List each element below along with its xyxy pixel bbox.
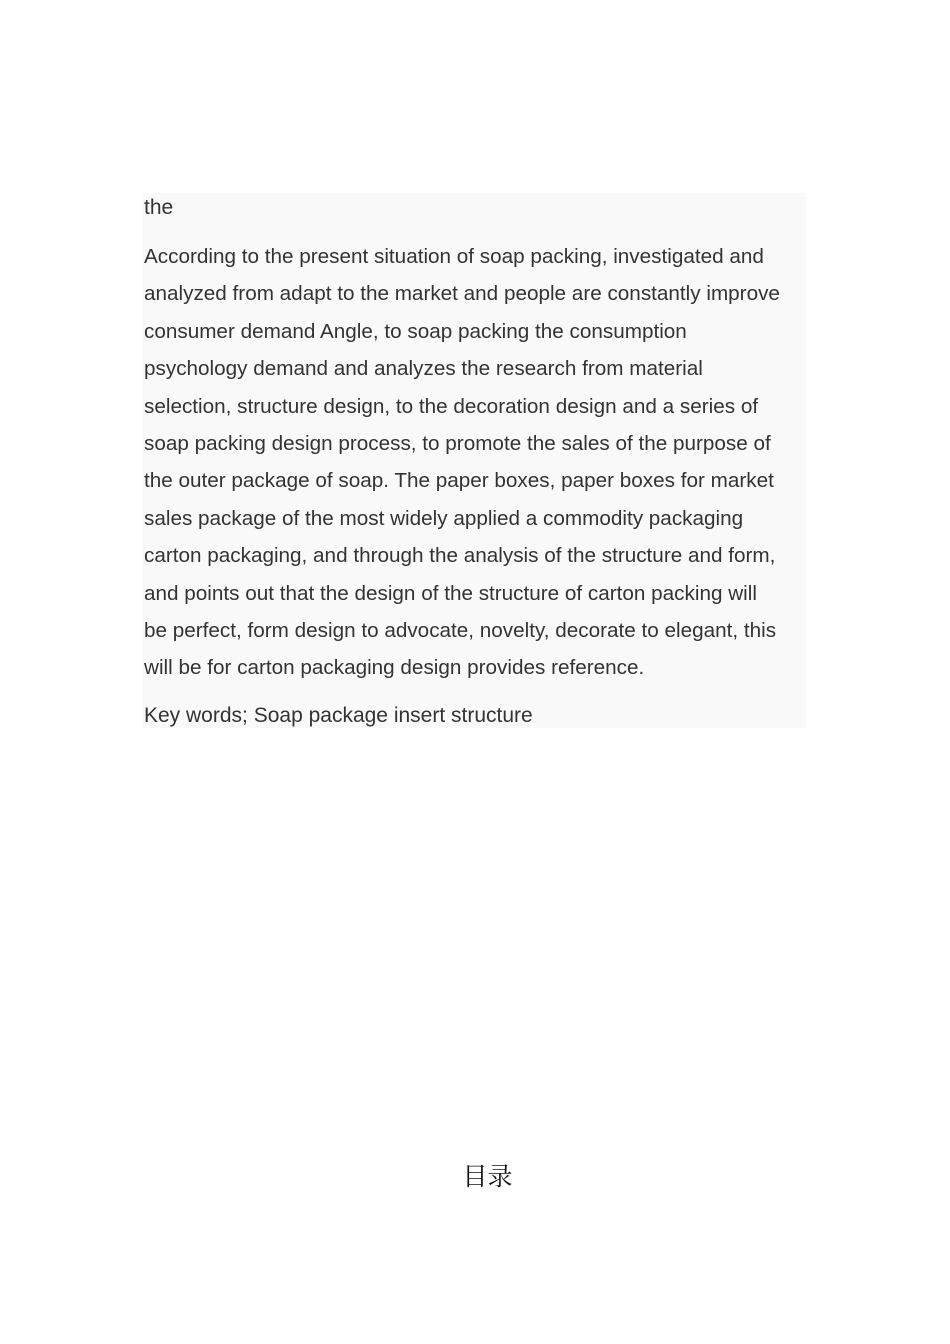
table-of-contents-title: 目录 <box>462 1162 513 1191</box>
abstract-line: analyzed from adapt to the market and people are constantly improve <box>144 282 780 306</box>
abstract-line: be perfect, form design to advocate, novelty, decorate to elegant, this <box>144 619 777 643</box>
abstract-line: selection, structure design, to the decoration design and a series of <box>144 394 759 418</box>
abstract-body <box>144 238 807 687</box>
english-abstract <box>143 193 806 728</box>
abstract-line: sales package of the most widely applied a commodity packaging <box>144 506 744 530</box>
abstract-heading: the <box>144 196 174 219</box>
abstract-line: will be for carton packaging design provides reference. <box>144 656 645 680</box>
abstract-line: and points out that the design of the structure of carton packing will <box>144 581 757 605</box>
abstract-line: According to the present situation of soap packing, investigated and <box>144 245 764 268</box>
abstract-line: soap packing design process, to promote the sales of the purpose of <box>144 432 771 456</box>
abstract-line: the outer package of soap. The paper boxes, paper boxes for market <box>144 469 774 493</box>
abstract-line: psychology demand and analyzes the research from material <box>144 357 703 381</box>
abstract-line: consumer demand Angle, to soap packing the consumption <box>144 319 687 343</box>
abstract-line: carton packaging, and through the analysis of the structure and form, <box>144 544 776 568</box>
keywords-line: Key words; Soap package insert structure <box>144 704 533 727</box>
